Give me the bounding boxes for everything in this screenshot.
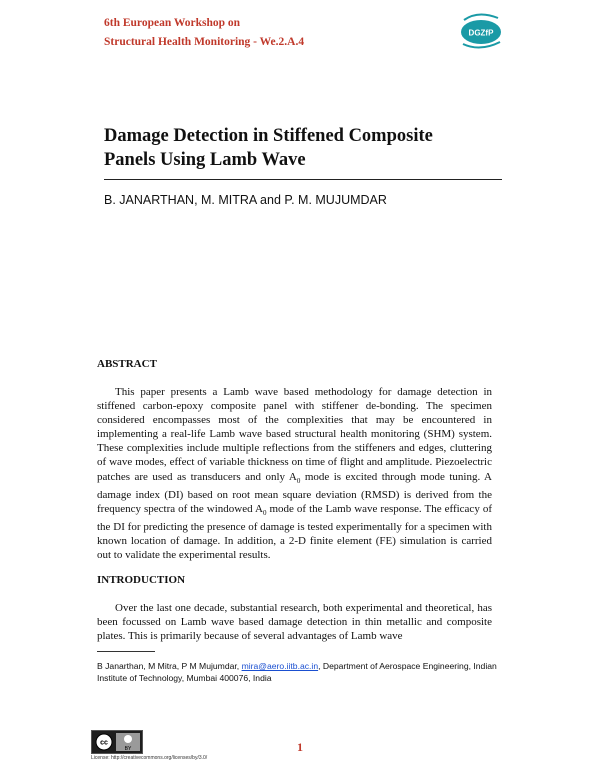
license-text: License: http://creativecommons.org/licenses/by/3.0/ — [91, 755, 208, 761]
svg-text:cc: cc — [100, 739, 108, 747]
footnote-divider — [97, 651, 155, 652]
title-line-2: Panels Using Lamb Wave — [104, 150, 306, 170]
subscript-a0: 0 — [262, 509, 267, 518]
title-line-1: Damage Detection in Stiffened Composite — [104, 126, 433, 146]
abstract-heading: ABSTRACT — [97, 358, 157, 370]
introduction-heading: INTRODUCTION — [97, 574, 186, 586]
subscript-a0: 0 — [296, 476, 301, 485]
page-number: 1 — [297, 740, 303, 754]
running-header — [104, 14, 424, 52]
dgzfp-logo-icon — [458, 12, 504, 50]
author-email-link[interactable]: mira@aero.iitb.ac.in — [241, 661, 319, 671]
header-workshop: 6th European Workshop on — [104, 17, 241, 29]
paper-title — [104, 124, 504, 172]
abstract-body — [97, 385, 492, 563]
header-session: Structural Health Monitoring - We.2.A.4 — [104, 36, 305, 48]
cc-by-license-icon[interactable] — [91, 730, 143, 754]
title-divider — [104, 179, 502, 180]
abstract-text-2: mode is excited through mode tuning. A damage index (DI) based on root mean square deviation (RMSD) is derived from the frequency spectra of the windowed A — [97, 470, 492, 515]
footnote-names: B Janarthan, M Mitra, P M Mujumdar, — [97, 661, 240, 671]
footnote-affiliation: , Department of Aerospace Engineering, Indian Institute of Technology, Mumbai 400076, India — [97, 661, 497, 683]
logo-text: DGZfP — [468, 28, 494, 38]
author-footnote — [97, 660, 497, 684]
abstract-text-3: mode of the Lamb wave response. The efficacy of the DI for predicting the presence of damage is tested experimentally for a specimen with known location of damage. In addition, a 2-D finite element (FE) simulation is carried out to validate the experimental results. — [97, 502, 492, 562]
cc-badge-label: BY — [124, 746, 132, 752]
abstract-text-1: This paper presents a Lamb wave based methodology for damage detection in stiffened carbon-epoxy composite panel with stiffener de-bonding. The specimen considered encompasses most of the complexities that may be encountered in implementing a real-life Lamb wave based structural health monitoring (SHM) system. These complexities include multiple reflections from the stiffeners and edges, cluttering of wave modes, effect of variable thickness on time of flight and amplitude. Piezoelectric patches are used as transducers and only A — [97, 386, 492, 483]
introduction-body: Over the last one decade, substantial research, both experimental and theoretical, has been focussed on Lamb wave based damage detection in thin metallic and composite plates. This is primarily because of several advantages of Lamb wave — [97, 602, 492, 643]
authors: B. JANARTHAN, M. MITRA and P. M. MUJUMDAR — [104, 193, 387, 207]
